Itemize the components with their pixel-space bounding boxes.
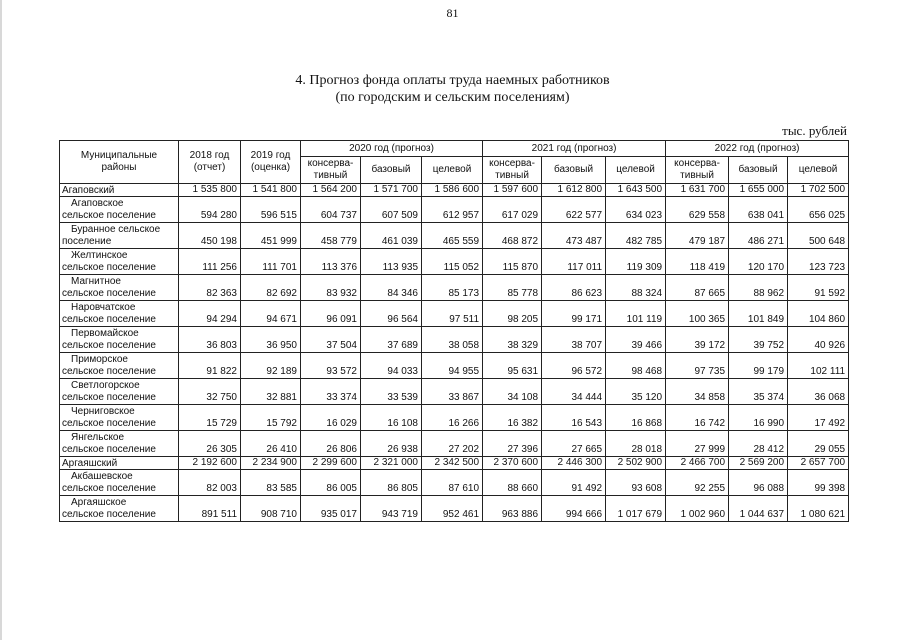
value-cell: 963 886 [483,496,542,522]
value-cell: 100 365 [666,301,729,327]
value-cell: 96 088 [729,470,788,496]
value-cell: 119 309 [606,249,666,275]
value-cell: 450 198 [179,223,241,249]
value-cell: 468 872 [483,223,542,249]
settlement-row [60,470,849,496]
value-cell: 95 631 [483,353,542,379]
value-cell: 2 466 700 [666,457,729,470]
value-cell: 622 577 [542,197,606,223]
value-cell: 94 033 [361,353,422,379]
value-cell: 28 412 [729,431,788,457]
value-cell: 88 324 [606,275,666,301]
row-name: Аргаяшский [60,457,179,470]
row-name-line-2: поселение [62,236,112,247]
value-cell: 33 539 [361,379,422,405]
value-cell: 39 466 [606,327,666,353]
value-cell: 32 881 [241,379,301,405]
value-cell: 99 179 [729,353,788,379]
row-name-line-1: Буранное сельское [71,224,161,235]
value-cell: 629 558 [666,197,729,223]
header-2022: 2022 год (прогноз) [666,141,849,157]
value-cell: 38 707 [542,327,606,353]
row-name-line-2: сельское поселение [62,483,156,494]
row-name-line-1: Янгельское [71,432,125,443]
value-cell: 113 376 [301,249,361,275]
value-cell: 34 444 [542,379,606,405]
value-cell: 99 398 [788,470,849,496]
value-cell: 27 202 [422,431,483,457]
value-cell: 32 750 [179,379,241,405]
row-name-line-2: сельское поселение [62,444,156,455]
value-cell: 82 003 [179,470,241,496]
header-2020: 2020 год (прогноз) [301,141,483,157]
value-cell: 634 023 [606,197,666,223]
row-name [60,470,179,496]
value-cell: 92 255 [666,470,729,496]
value-cell: 39 172 [666,327,729,353]
value-cell: 35 120 [606,379,666,405]
table-body [60,184,849,522]
header-base: базовый [361,157,422,184]
row-name-line-1: Агаповское [71,198,124,209]
row-name-line-2: сельское поселение [62,340,156,351]
value-cell: 461 039 [361,223,422,249]
value-cell: 1 631 700 [666,184,729,197]
row-name-line-2: сельское поселение [62,366,156,377]
value-cell: 94 294 [179,301,241,327]
value-cell: 26 410 [241,431,301,457]
header-2018: 2018 год (отчет) [179,141,241,184]
value-cell: 16 108 [361,405,422,431]
value-cell: 36 068 [788,379,849,405]
table-header-row [60,141,849,157]
district-row [60,457,849,470]
district-row [60,184,849,197]
value-cell: 479 187 [666,223,729,249]
value-cell: 88 660 [483,470,542,496]
value-cell: 96 091 [301,301,361,327]
value-cell: 16 868 [606,405,666,431]
row-name-line-2: сельское поселение [62,210,156,221]
value-cell: 458 779 [301,223,361,249]
value-cell: 113 935 [361,249,422,275]
value-cell: 2 342 500 [422,457,483,470]
row-name-line-2: сельское поселение [62,288,156,299]
value-cell: 96 564 [361,301,422,327]
row-name-line-1: Первомайское [71,328,139,339]
document-title [0,72,905,106]
row-name-line-2: сельское поселение [62,392,156,403]
row-name-line-1: Наровчатское [71,302,136,313]
settlement-row [60,379,849,405]
value-cell: 2 234 900 [241,457,301,470]
value-cell: 87 610 [422,470,483,496]
value-cell: 15 792 [241,405,301,431]
row-name-line-2: сельское поселение [62,262,156,273]
value-cell: 1 702 500 [788,184,849,197]
header-conservative: консерва-тивный [666,157,729,184]
value-cell: 37 504 [301,327,361,353]
value-cell: 1 002 960 [666,496,729,522]
row-name-line-1: Черниговское [71,406,135,417]
row-name [60,301,179,327]
value-cell: 91 492 [542,470,606,496]
value-cell: 86 805 [361,470,422,496]
value-cell: 15 729 [179,405,241,431]
value-cell: 91 822 [179,353,241,379]
header-conservative: консерва-тивный [301,157,361,184]
value-cell: 1 017 679 [606,496,666,522]
value-cell: 935 017 [301,496,361,522]
value-cell: 16 742 [666,405,729,431]
value-cell: 83 932 [301,275,361,301]
value-cell: 2 569 200 [729,457,788,470]
value-cell: 39 752 [729,327,788,353]
header-2021: 2021 год (прогноз) [483,141,666,157]
value-cell: 91 592 [788,275,849,301]
value-cell: 27 396 [483,431,542,457]
value-cell: 38 058 [422,327,483,353]
value-cell: 26 806 [301,431,361,457]
value-cell: 85 173 [422,275,483,301]
value-cell: 28 018 [606,431,666,457]
value-cell: 34 108 [483,379,542,405]
settlement-row [60,327,849,353]
value-cell: 500 648 [788,223,849,249]
value-cell: 1 643 500 [606,184,666,197]
value-cell: 2 192 600 [179,457,241,470]
header-target: целевой [606,157,666,184]
value-cell: 93 572 [301,353,361,379]
value-cell: 482 785 [606,223,666,249]
value-cell: 34 858 [666,379,729,405]
value-cell: 16 382 [483,405,542,431]
value-cell: 26 938 [361,431,422,457]
header-base: базовый [542,157,606,184]
value-cell: 94 955 [422,353,483,379]
value-cell: 486 271 [729,223,788,249]
value-cell: 97 511 [422,301,483,327]
value-cell: 1 597 600 [483,184,542,197]
value-cell: 638 041 [729,197,788,223]
value-cell: 98 468 [606,353,666,379]
row-name-line-1: Светлогорское [71,380,140,391]
value-cell: 1 541 800 [241,184,301,197]
row-name [60,431,179,457]
value-cell: 908 710 [241,496,301,522]
row-name: Агаповский [60,184,179,197]
header-target: целевой [422,157,483,184]
settlement-row [60,496,849,522]
value-cell: 85 778 [483,275,542,301]
row-name [60,405,179,431]
value-cell: 1 564 200 [301,184,361,197]
row-name-line-1: Приморское [71,354,128,365]
row-name-line-1: Магнитное [71,276,121,287]
title-line-2: (по городским и сельским поселениям) [335,90,570,105]
value-cell: 596 515 [241,197,301,223]
value-cell: 83 585 [241,470,301,496]
value-cell: 594 280 [179,197,241,223]
units-label: тыс. рублей [782,123,847,138]
row-name-line-1: Акбашевское [71,471,133,482]
header-municipal: Муниципальные районы [60,141,179,184]
value-cell: 27 999 [666,431,729,457]
value-cell: 617 029 [483,197,542,223]
value-cell: 86 623 [542,275,606,301]
value-cell: 118 419 [666,249,729,275]
row-name-line-2: сельское поселение [62,509,156,520]
value-cell: 36 803 [179,327,241,353]
value-cell: 86 005 [301,470,361,496]
settlement-row [60,353,849,379]
value-cell: 99 171 [542,301,606,327]
value-cell: 82 692 [241,275,301,301]
value-cell: 97 735 [666,353,729,379]
value-cell: 94 671 [241,301,301,327]
value-cell: 102 111 [788,353,849,379]
value-cell: 1 586 600 [422,184,483,197]
value-cell: 101 849 [729,301,788,327]
value-cell: 120 170 [729,249,788,275]
value-cell: 117 011 [542,249,606,275]
row-name [60,496,179,522]
value-cell: 1 044 637 [729,496,788,522]
value-cell: 2 299 600 [301,457,361,470]
value-cell: 111 256 [179,249,241,275]
settlement-row [60,431,849,457]
value-cell: 26 305 [179,431,241,457]
header-2019: 2019 год (оценка) [241,141,301,184]
settlement-row [60,275,849,301]
value-cell: 123 723 [788,249,849,275]
value-cell: 1 571 700 [361,184,422,197]
page-number: 81 [446,6,459,20]
value-cell: 2 370 600 [483,457,542,470]
value-cell: 35 374 [729,379,788,405]
row-name-line-2: сельское поселение [62,314,156,325]
value-cell: 101 119 [606,301,666,327]
row-name-line-1: Аргаяшское [71,497,127,508]
value-cell: 16 029 [301,405,361,431]
settlement-row [60,197,849,223]
value-cell: 93 608 [606,470,666,496]
value-cell: 37 689 [361,327,422,353]
value-cell: 29 055 [788,431,849,457]
value-cell: 1 080 621 [788,496,849,522]
value-cell: 994 666 [542,496,606,522]
value-cell: 33 374 [301,379,361,405]
header-target: целевой [788,157,849,184]
settlement-row [60,301,849,327]
value-cell: 451 999 [241,223,301,249]
value-cell: 2 502 900 [606,457,666,470]
settlement-row [60,249,849,275]
value-cell: 115 052 [422,249,483,275]
value-cell: 87 665 [666,275,729,301]
value-cell: 115 870 [483,249,542,275]
value-cell: 33 867 [422,379,483,405]
value-cell: 36 950 [241,327,301,353]
header-base: базовый [729,157,788,184]
row-name [60,249,179,275]
value-cell: 88 962 [729,275,788,301]
value-cell: 27 665 [542,431,606,457]
row-name [60,353,179,379]
value-cell: 111 701 [241,249,301,275]
settlement-row [60,223,849,249]
value-cell: 16 543 [542,405,606,431]
value-cell: 104 860 [788,301,849,327]
value-cell: 40 926 [788,327,849,353]
value-cell: 38 329 [483,327,542,353]
settlement-row [60,405,849,431]
value-cell: 656 025 [788,197,849,223]
row-name [60,379,179,405]
value-cell: 943 719 [361,496,422,522]
value-cell: 16 266 [422,405,483,431]
value-cell: 891 511 [179,496,241,522]
value-cell: 17 492 [788,405,849,431]
value-cell: 2 446 300 [542,457,606,470]
value-cell: 98 205 [483,301,542,327]
forecast-table [59,140,849,522]
value-cell: 16 990 [729,405,788,431]
row-name [60,327,179,353]
title-line-1: 4. Прогноз фонда оплаты труда наемных работников [295,73,610,88]
value-cell: 1 655 000 [729,184,788,197]
value-cell: 82 363 [179,275,241,301]
value-cell: 2 321 000 [361,457,422,470]
row-name [60,275,179,301]
value-cell: 607 509 [361,197,422,223]
value-cell: 2 657 700 [788,457,849,470]
value-cell: 952 461 [422,496,483,522]
row-name [60,197,179,223]
value-cell: 96 572 [542,353,606,379]
value-cell: 604 737 [301,197,361,223]
value-cell: 465 559 [422,223,483,249]
value-cell: 92 189 [241,353,301,379]
row-name [60,223,179,249]
row-name-line-1: Желтинское [71,250,128,261]
value-cell: 612 957 [422,197,483,223]
value-cell: 1 535 800 [179,184,241,197]
row-name-line-2: сельское поселение [62,418,156,429]
value-cell: 84 346 [361,275,422,301]
value-cell: 1 612 800 [542,184,606,197]
value-cell: 473 487 [542,223,606,249]
header-conservative: консерва-тивный [483,157,542,184]
